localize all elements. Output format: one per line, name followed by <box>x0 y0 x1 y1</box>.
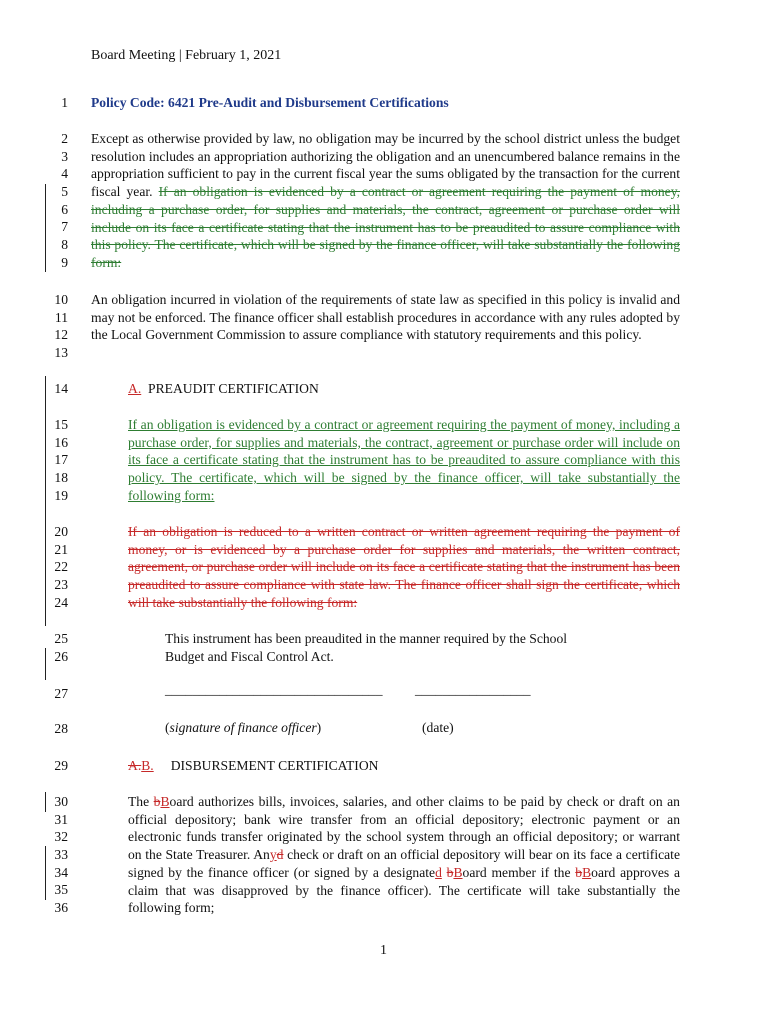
section-b-old-marker: A. <box>128 758 142 773</box>
section-a-marker: A. <box>128 381 142 396</box>
line-numbers-signature-label: 28 <box>54 721 68 736</box>
paragraph-2: An obligation incurred in violation of the requirements of state law as specified in this policy is invalid and may not be enforced. The finance officer shall establish procedures in accordance with any rules adopted by the Local Government Commission to assure compliance with statutory requirements and this policy. <box>91 292 680 343</box>
line-numbers-signature: 27 <box>54 686 68 701</box>
signature-label: (signature of finance officer) <box>165 720 322 735</box>
signature-line: ________________________________ <box>165 682 383 697</box>
line-numbers-section-a-deleted: 20 21 22 23 24 <box>54 524 68 610</box>
document-header: Board Meeting | February 1, 2021 <box>91 48 282 63</box>
change-bar <box>45 846 46 900</box>
date-label: (date) <box>422 720 454 735</box>
section-a-inserted-text: If an obligation is evidenced by a contract or agreement requiring the payment of money, including a purchase order, for supplies and materials, the contract, agreement or purchase order will include on its face a certificate stating that the instrument has to be preaudited to assure compliance with this policy. The certificate, which will be signed by the finance officer, will take substantially the following form: <box>128 417 680 503</box>
line-numbers-para2: 10 11 12 13 <box>54 292 68 361</box>
certificate-text: This instrument has been preaudited in the manner required by the School Budget and Fiscal Control Act. <box>165 631 568 664</box>
section-a-heading <box>128 380 680 398</box>
section-b-title: DISBURSEMENT CERTIFICATION <box>170 758 379 773</box>
section-b-heading <box>128 757 680 775</box>
section-b-new-marker: B. <box>141 758 154 773</box>
line-numbers-para1: 2 3 4 5 6 7 8 9 <box>61 131 68 270</box>
date-line: _________________ <box>415 682 531 697</box>
page-number: 1 <box>380 943 387 958</box>
line-numbers-section-b-para: 30 31 32 33 34 35 36 <box>54 794 68 916</box>
paragraph-1-deleted-text: If an obligation is evidenced by a contract or agreement requiring the payment of money, including a purchase order, for supplies and materials, the contract, agreement or purchase order will include on its face a certificate stating that the instrument has to be preaudited to assure compliance with this policy. The certificate, which will be signed by the finance officer, will take substantially the following form: <box>91 184 681 270</box>
section-b-paragraph: The bBoard authorizes bills, invoices, salaries, and other claims to be paid by check or draft on an official depository; bank wire transfer from an official depository; electronic payment or an electronic funds transfer originated by the school system through an official depository; or warrant on the State Treasurer. Anyd check or draft on an official depository will bear on its face a certificate signed by the finance officer (or signed by a designated bBoard member if the bBoard approves a claim that was disapproved by the finance officer). The certificate will take substantially the following form; <box>128 794 681 916</box>
line-numbers-section-a-inserted: 15 16 17 18 19 <box>54 417 68 503</box>
line-numbers-title: 1 <box>61 95 68 110</box>
paragraph-1 <box>91 130 680 272</box>
change-bar <box>45 648 46 680</box>
change-bar <box>45 792 46 812</box>
line-numbers-certificate: 25 26 <box>54 631 68 664</box>
line-numbers-section-a: 14 <box>54 381 68 396</box>
section-a-deleted-text: If an obligation is reduced to a written contract or written agreement requiring the payment of money, or is evidenced by a purchase order for supplies and materials, the written contract, agreement, or purchase order will include on its face a certificate stating that the instrument has been preaudited to assure compliance with state law. The finance officer shall sign the certificate, which will take substantially the following form: <box>128 524 680 610</box>
policy-title: Policy Code: 6421 Pre-Audit and Disbursement Certifications <box>91 95 449 110</box>
paragraph-1-text: Except as otherwise provided by law, no obligation may be incurred by the school district unless the budget resolution includes an appropriation authorizing the obligation and an unencumbered balance remains in the appropriation sufficient to pay in the current fiscal year the sums obligated by the transaction for the current fiscal year. <box>91 131 680 200</box>
section-a-title: PREAUDIT CERTIFICATION <box>148 381 319 396</box>
change-bar <box>45 184 46 272</box>
line-numbers-section-b: 29 <box>54 758 68 773</box>
